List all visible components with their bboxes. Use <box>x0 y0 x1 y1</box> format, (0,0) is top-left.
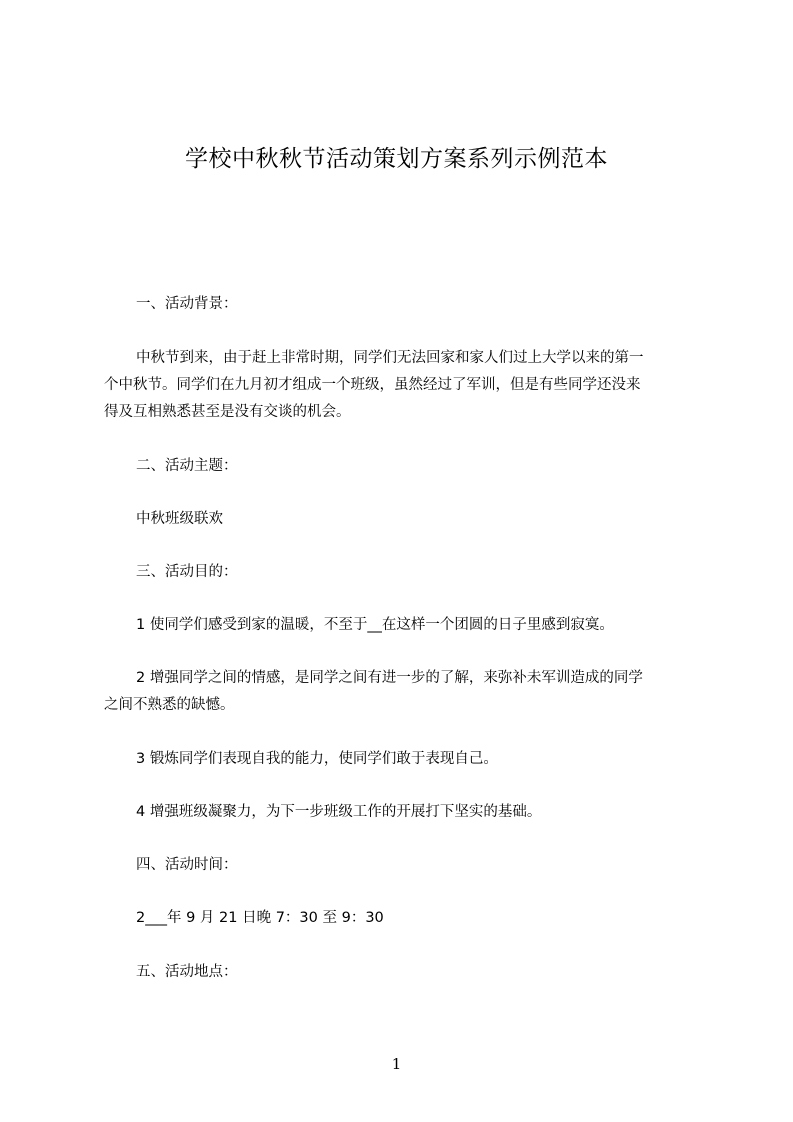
paragraph-line: 中秋节到来，由于赶上非常时期，同学们无法回家和家人们过上大学以来的第一 <box>136 350 644 366</box>
time-text: 2___年 9 月 21 日晚 7：30 至 9：30 <box>136 910 384 926</box>
section-heading-background: 一、活动背景： <box>136 296 238 312</box>
section-heading-purpose: 三、活动目的： <box>136 564 238 580</box>
purpose-item-4: 4 增强班级凝聚力，为下一步班级工作的开展打下坚实的基础。 <box>136 804 542 820</box>
page-number: 1 <box>391 1055 402 1073</box>
section-heading-location: 五、活动地点： <box>136 964 238 980</box>
theme-text: 中秋班级联欢 <box>136 511 223 527</box>
paragraph-line: 个中秋节。同学们在九月初才组成一个班级，虽然经过了军训，但是有些同学还没来 <box>104 377 641 393</box>
purpose-item-2-line: 之间不熟悉的缺憾。 <box>104 697 235 713</box>
purpose-item-2-line: 2 增强同学之间的情感，是同学之间有进一步的了解，来弥补未军训造成的同学 <box>136 670 643 686</box>
paragraph-line: 得及互相熟悉甚至是没有交谈的机会。 <box>104 404 351 420</box>
section-heading-time: 四、活动时间： <box>136 857 238 873</box>
section-heading-theme: 二、活动主题： <box>136 458 238 474</box>
purpose-item-1: 1 使同学们感受到家的温暖，不至于__在这样一个团圆的日子里感到寂寞。 <box>136 617 614 633</box>
page-title: 学校中秋秋节活动策划方案系列示例范本 <box>185 146 608 172</box>
purpose-item-3: 3 锻炼同学们表现自我的能力，使同学们敢于表现自己。 <box>136 751 498 767</box>
